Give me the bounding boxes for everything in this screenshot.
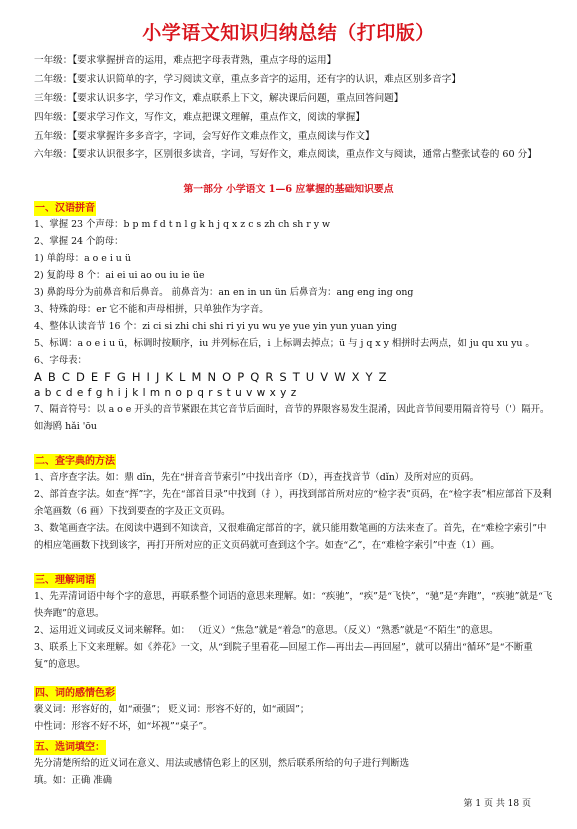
document-title: 小学语文知识归纳总结（打印版）	[142, 22, 435, 44]
pinyin-line: 2) 复韵母 8 个：ai ei ui ao ou iu ie üe	[34, 270, 205, 281]
pinyin-line: 1、掌握 23 个声母：b p m f d t n l g k h j q x z c s zh ch sh r y w	[34, 219, 331, 230]
grade-text: 【要求学习作文，写作文，难点把课文理解，重点作文，阅读的掌握】	[72, 112, 365, 123]
page-number: 第 1 页 共 18 页	[463, 799, 531, 809]
pinyin-line: 6、字母表：	[34, 355, 87, 366]
grade-text: 【要求认识很多字，区别很多读音，字词，写好作文，难点阅读，重点作文与阅读，通常占整张试卷的 60 分】	[72, 149, 537, 160]
section-heading: 四、词的感情色彩	[35, 688, 115, 699]
grade-label: 一年级：	[34, 55, 73, 66]
grade-line-2	[34, 70, 554, 89]
section-dictionary	[34, 449, 554, 554]
section-heading: 一、汉语拼音	[35, 203, 95, 214]
grade-text: 【要求认识简单的字，学习阅读文章，重点多音字的运用，还有字的认识，难点区别多音字】	[72, 74, 461, 85]
pinyin-line: 4、整体认读音节 16 个：zi ci si zhi chi shi ri yi yu wu ye yue yin yun yuan ying	[34, 321, 397, 332]
spacer	[34, 673, 554, 681]
pinyin-line: 2、掌握 24 个韵母：	[34, 236, 124, 247]
grade-requirements	[34, 51, 554, 163]
alphabet-lowercase: a b c d e f g h i j k l m n o p q r s t u v w x y z	[34, 387, 297, 399]
grade-label: 二年级：	[34, 74, 73, 85]
grade-line-4	[34, 108, 554, 127]
dictionary-line: 3、数笔画查字法。在阅读中遇到不知读音，又很难确定部首的字，就只能用数笔画的方法来查了。首先，在“难检字索引”中的相应笔画数下找到该字，再打开所对应的正文页码就可查到这个字。如查“乙”，在“难检字索引”中查（1）画。	[34, 523, 547, 551]
spacer	[34, 554, 554, 568]
section-heading: 三、理解词语	[35, 575, 95, 586]
dictionary-line: 2、部首查字法。如查“挥”字，先在“部首目录”中找到（扌），再找到部首所对应的“检字表”页码，在“检字表”相应部首下及剩余笔画数（6 画）下找到要查的字及正文页码。	[34, 489, 552, 517]
emotion-line: 中性词：形容不好不坏，如“坏视”“桌子”。	[34, 721, 213, 732]
dictionary-line: 1、音序查字法。如：鼎 dǐn，先在“拼音音节索引”中找出音序（D），再查找音节（dǐn）及所对应的页码。	[34, 472, 480, 483]
grade-label: 六年级：	[34, 149, 73, 160]
pinyin-line: 1) 单韵母：a o e i u ü	[34, 253, 131, 264]
section-emotion	[34, 681, 554, 735]
grade-label: 四年级：	[34, 112, 73, 123]
section-pinyin	[34, 196, 554, 435]
grade-label: 五年级：	[34, 131, 73, 142]
section-heading: 二、查字典的方法	[35, 456, 115, 467]
spacer	[34, 435, 554, 449]
grade-label: 三年级：	[34, 93, 73, 104]
grade-line-6	[34, 146, 554, 163]
grade-text: 【要求掌握许多多音字，字词，会写好作文难点作文，重点阅读与作文】	[72, 131, 375, 142]
grade-text: 【要求掌握拼音的运用，难点把字母表背熟，重点字母的运用】	[72, 55, 337, 66]
grade-line-5	[34, 127, 554, 146]
grade-line-3	[34, 89, 554, 108]
pinyin-line: 3、特殊韵母：er 它不能和声母相拼，只单独作为字音。	[34, 304, 269, 315]
document-body	[34, 196, 554, 789]
words-line: 2、运用近义词或反义词来解释。如： （近义）“焦急”就是“着急”的意思。（反义）“熟悉”就是“不陌生”的意思。	[34, 625, 499, 636]
alphabet-uppercase: A B C D E F G H I J K L M N O P Q R S T U V W X Y Z	[34, 370, 388, 384]
emotion-line: 褒义词：形容好的，如“顽强”； 贬义词：形容不好的，如“顽固”；	[34, 704, 310, 715]
fill-line: 先分清楚所给的近义词在意义、用法或感情色彩上的区别，然后联系所给的句子进行判断选	[34, 758, 410, 769]
pinyin-line: 5、标调：a o e i u ü，标调时按顺序，iu 并列标在后，i 上标调去掉点；ü 与 j q x y 相拼时去两点，如 ju qu xu yu 。	[34, 338, 535, 349]
section-words	[34, 568, 554, 673]
part-title: 第一部分 小学语文 1—6 应掌握的基础知识要点	[183, 184, 394, 195]
section-fill	[34, 735, 554, 789]
section-heading: 五、选词填空：	[35, 742, 105, 753]
grade-text: 【要求认识多字，学习作文，难点联系上下文，解决课后问题，重点回答问题】	[72, 93, 404, 104]
pinyin-line: 7、隔音符号：以 a o e 开头的音节紧跟在其它音节后面时，音节的界限容易发生混淆，因此音节间要用隔音符号（'）隔开。如海鸥 hǎi 'ōu	[34, 404, 550, 432]
pinyin-line: 3) 鼻韵母分为前鼻音和后鼻音。 前鼻音为：an en in un ün 后鼻音为：ang eng ing ong	[34, 287, 414, 298]
fill-line: 填。如：正确 准确	[34, 775, 112, 786]
grade-line-1	[34, 51, 554, 70]
words-line: 1、先弄清词语中每个字的意思，再联系整个词语的意思来理解。如：“疾驰”，“疾”是“飞快”，“驰”是“奔跑”，“疾驰”就是“飞快奔跑”的意思。	[34, 591, 553, 619]
words-line: 3、联系上下文来理解。如《养花》一文，从“到院子里看花—回屋工作—再出去—再回屋”，就可以猜出“循环”是“不断重复”的意思。	[34, 642, 533, 670]
